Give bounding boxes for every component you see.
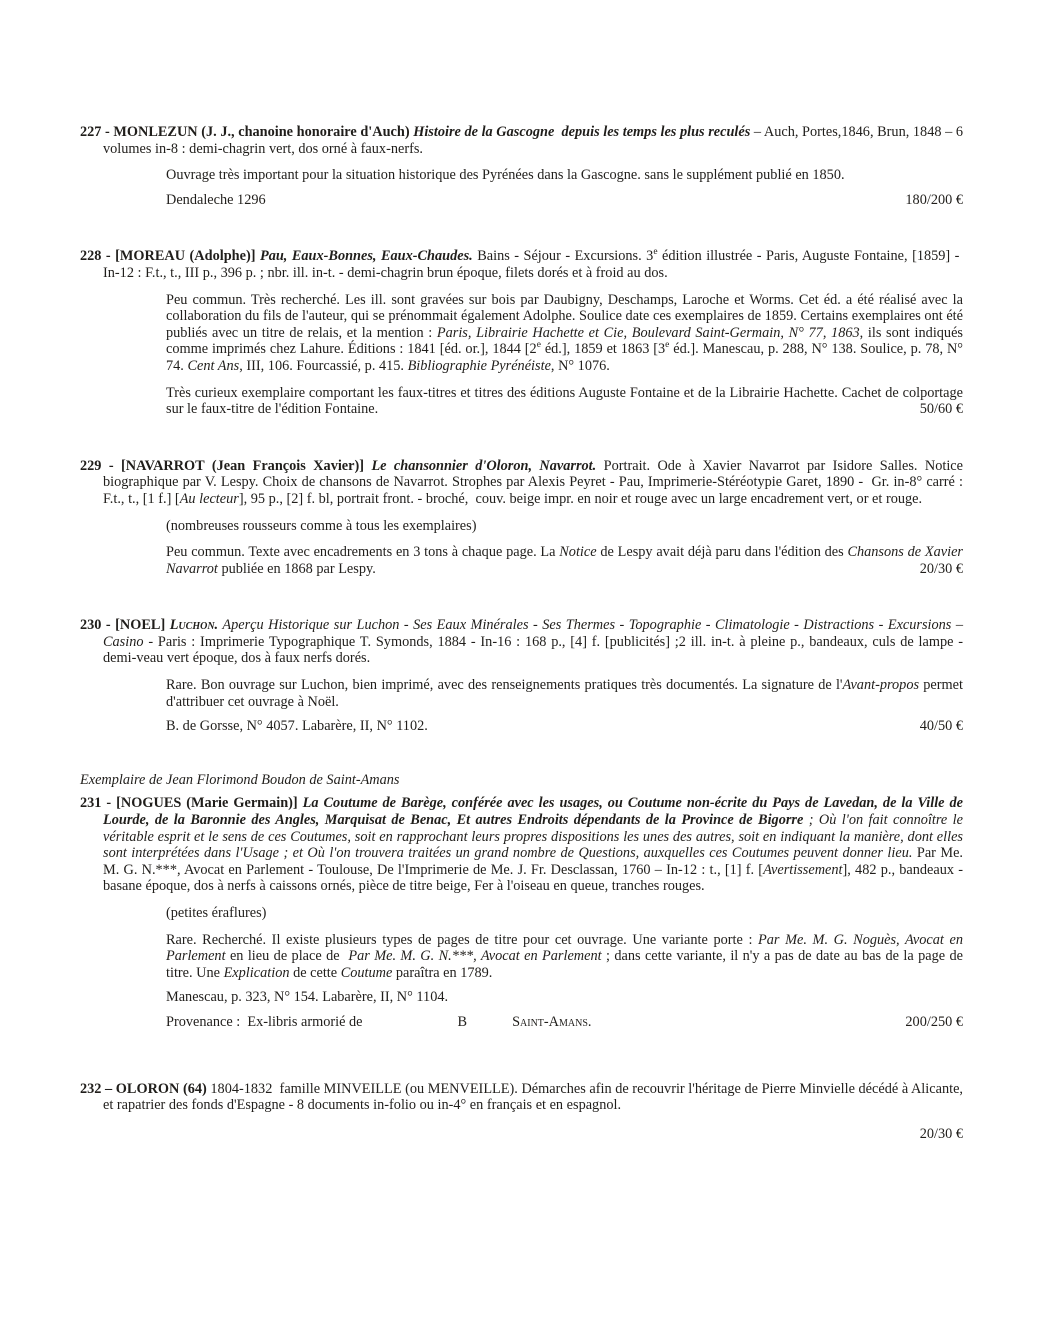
text-run: Rare. Recherché. Il existe plusieurs types de pages de titre pour cet ouvrage. Une variante porte : bbox=[166, 931, 759, 948]
text-run: Dendaleche 1296 bbox=[166, 191, 266, 208]
text-run: ], 95 p., [2] f. bl, portrait front. - broché, couv. beige impr. en noir et rouge avec un large encadrement vert, or et rouge. bbox=[238, 490, 923, 507]
price-estimate: 20/30 € bbox=[919, 1125, 963, 1142]
entry-note bbox=[166, 167, 963, 184]
entry-note bbox=[166, 544, 963, 577]
entry-note bbox=[166, 932, 963, 982]
entry-note bbox=[166, 518, 963, 535]
text-run: ; Où l'on fait connoître le véritable esprit et le sens de ces Coutumes, soit en rapprochant leurs propres dispositions les unes des autres, soit en indiquant la manière, dont elles sont interprétées dans l'Usage ; et Où l'on trouvera traitées un grand nombre de Questions, auxquelles ces Coutumes peuvent donner lieu. bbox=[103, 812, 964, 862]
text-run: ], 482 p., bandeaux - basane époque, dos à nerfs à caissons ornés, pièce de titre beige, Fer à l'oiseau en queue, tranches rouges. bbox=[103, 861, 963, 895]
section-heading: Exemplaire de Jean Florimond Boudon de Saint-Amans bbox=[80, 771, 400, 788]
text-run: Peu commun. Très recherché. Les ill. sont gravées sur bois par Daubigny, Deschamps, Laroche et Worms. Cet éd. a été réalisé avec la collaboration du fils de l'auteur, qui se prénommait également Adolphe. Soulice date ces exemplaires de 1859. Certains exemplaires ont été publiés avec un titre de relais, et la mention : bbox=[166, 291, 963, 341]
text-run: e bbox=[665, 340, 670, 351]
text-run: 229 - [NAVARROT (Jean François Xavier)] bbox=[80, 457, 372, 474]
text-run: 1804-1832 famille MINVEILLE (ou MENVEILLE). Démarches afin de recouvrir l'héritage de Pierre Minvielle décédé à Alicante, et rapatrier des fonds d'Espagne - 8 documents in-folio ou in-4° en français et en espagnol. bbox=[103, 1080, 963, 1114]
text-run: Luchon. bbox=[169, 617, 219, 634]
price-estimate: 40/50 € bbox=[919, 718, 963, 735]
entry-heading bbox=[80, 458, 963, 508]
price-estimate: 200/250 € bbox=[905, 1013, 963, 1030]
text-run: Au lecteur bbox=[179, 490, 239, 507]
text-run: Pau, Eaux-Bonnes, Eaux-Chaudes. bbox=[259, 248, 473, 265]
text-run: Bibliographie Pyrénéiste bbox=[407, 357, 551, 374]
entry-heading bbox=[80, 1081, 963, 1114]
text-run: Aperçu Historique sur Luchon - Ses Eaux Minérales - Ses Thermes - Topographie - Climatologie - Distractions - Excursions – Casino bbox=[103, 617, 963, 650]
text-run: de Lespy avait déjà paru dans l'édition des bbox=[596, 544, 848, 561]
text-run: de cette bbox=[289, 964, 341, 981]
price-estimate: 50/60 € bbox=[919, 401, 963, 418]
entry-ref bbox=[166, 192, 963, 209]
text-run: édition illustrée - Paris, Auguste Fontaine, [1859] - In-12 : F.t., t., III p., 396 p. ; nbr. ill. in-t. - demi-chagrin brun époque, filets dorés et à froid au dos. bbox=[103, 248, 964, 281]
catalog-entry bbox=[80, 617, 963, 735]
text-run: B bbox=[457, 1013, 468, 1030]
entry-paragraphs bbox=[80, 292, 963, 418]
text-run: Par Me. M. G. N.***, Avocat en Parlement - Toulouse, De l'Imprimerie de Me. J. Fr. Desclassan, 1760 – In-12 : t., [1] f. [ bbox=[103, 845, 963, 878]
entry-ref bbox=[166, 1014, 963, 1031]
text-run: Saint-Amans. bbox=[512, 1013, 592, 1030]
entry-note bbox=[166, 677, 963, 710]
text-run: 228 - [MOREAU (Adolphe)] bbox=[80, 248, 260, 265]
text-run: 230 - [NOEL] bbox=[80, 617, 170, 634]
catalog-entry bbox=[80, 1081, 963, 1143]
text-run: – Auch, Portes,1846, Brun, 1848 – 6 volumes in-8 : demi-chagrin vert, dos orné à faux-nerfs. bbox=[103, 124, 964, 157]
price-estimate: 20/30 € bbox=[919, 560, 963, 577]
text-run: Le chansonnier d'Oloron, Navarrot. bbox=[371, 457, 597, 474]
text-run: Bains - Séjour - Excursions. 3 bbox=[472, 248, 654, 265]
catalog-entry bbox=[80, 124, 963, 208]
text-run: Cent Ans bbox=[187, 357, 240, 374]
text-run: éd.], 1859 et 1863 [3 bbox=[540, 341, 666, 358]
catalog-content bbox=[80, 124, 963, 1142]
text-run: ; dans cette variante, il n'y a pas de date au bas de la page de titre. Une bbox=[166, 948, 963, 981]
entry-heading bbox=[80, 124, 963, 157]
text-run: , N° 1076. bbox=[550, 357, 610, 374]
entry-paragraphs bbox=[80, 905, 963, 1031]
text-run: Par Me. M. G. N.***, Avocat en Parlement bbox=[348, 948, 602, 965]
text-run: Ouvrage très important pour la situation historique des Pyrénées dans la Gascogne. sans le supplément publié en 1850. bbox=[166, 167, 845, 184]
entry-heading bbox=[80, 617, 963, 667]
entry-heading bbox=[80, 248, 963, 281]
entry-note bbox=[166, 292, 963, 375]
text-run: Explication bbox=[223, 964, 290, 981]
entry-heading bbox=[80, 795, 963, 895]
text-run: 227 - MONLEZUN (J. J., chanoine honoraire d'Auch) bbox=[80, 124, 414, 140]
text-run: - Paris : Imprimerie Typographique T. Symonds, 1884 - In-16 : 168 p., [4] f. [publicités] ;2 ill. in-t. à pleine p., bandeaux, culs de lampe - demi-veau vert époque, dos à faux nerfs dorés. bbox=[103, 633, 963, 667]
text-run: permet d'attribuer cet ouvrage à Noël. bbox=[166, 677, 963, 710]
entry-paragraphs bbox=[80, 518, 963, 578]
text-run: Avertissement bbox=[763, 861, 843, 878]
text-run: Notice bbox=[559, 544, 597, 561]
entry-note bbox=[166, 905, 963, 922]
catalog-entry bbox=[80, 248, 963, 417]
text-run: 231 - [NOGUES (Marie Germain)] bbox=[80, 795, 303, 812]
entry-ref bbox=[166, 718, 963, 735]
entry-paragraphs bbox=[80, 1126, 963, 1143]
entry-paragraphs bbox=[80, 677, 963, 735]
text-run: en lieu de place de bbox=[225, 948, 349, 965]
text-run: publiée en 1868 par Lespy. bbox=[217, 560, 376, 577]
text-run: 232 – OLORON (64) bbox=[80, 1080, 211, 1097]
entry-ref bbox=[166, 989, 963, 1006]
catalog-entry bbox=[80, 458, 963, 578]
text-run: , III, 106. Fourcassié, p. 415. bbox=[239, 357, 408, 374]
text-run: Avant-propos bbox=[842, 677, 920, 694]
text-run: Histoire de la Gascogne depuis les temps les plus reculés bbox=[413, 124, 751, 140]
price-estimate: 180/200 € bbox=[905, 191, 963, 208]
entry-note bbox=[166, 385, 963, 418]
entry-paragraphs bbox=[80, 167, 963, 208]
text-run: B. de Gorsse, N° 4057. Labarère, II, N° 1102. bbox=[166, 718, 428, 735]
text-run: paraîtra en 1789. bbox=[392, 964, 493, 981]
catalog-entry bbox=[80, 795, 963, 1030]
text-run: Très curieux exemplaire comportant les faux-titres et titres des éditions Auguste Fontaine et de la Librairie Hachette. Cachet de colportage sur le faux-titre de l'édition Fontaine. bbox=[166, 384, 963, 418]
text-run: (petites éraflures) bbox=[166, 905, 267, 921]
text-run: Peu commun. Texte avec encadrements en 3 tons à chaque page. La bbox=[166, 544, 560, 561]
text-run: , ils sont indiqués comme imprimés chez Lahure. Éditions : 1841 [éd. or.], 1844 [2 bbox=[166, 324, 963, 358]
entry-price-line bbox=[80, 1126, 963, 1143]
text-run: Paris, Librairie Hachette et Cie, Boulevard Saint-Germain, N° 77, 1863 bbox=[436, 324, 860, 341]
text-run: La Coutume de Barège, conférée avec les usages, ou Coutume non-écrite du Pays de Lavedan, de la Ville de Lourde, de la Baronnie des Angles, Marquisat de Benac, Et autres Endroits dépendants de la Province de Bigorre bbox=[103, 795, 963, 829]
text-run: Coutume bbox=[340, 964, 393, 981]
text-run: Portrait. Ode à Xavier Navarrot par Isidore Salles. Notice biographique par V. Lespy. Choix de chansons de Navarrot. Strophes par Alexis Peyret - Pau, Imprimerie-Stéréotypie Garet, 1890 - Gr. in-8° carré : F.t., t., [1 f.] [ bbox=[103, 457, 963, 507]
text-run: (nombreuses rousseurs comme à tous les exemplaires) bbox=[166, 517, 477, 534]
text-run: e bbox=[653, 247, 658, 258]
text-run: e bbox=[536, 340, 541, 351]
text-run: Manescau, p. 323, N° 154. Labarère, II, N° 1104. bbox=[166, 989, 449, 1006]
text-run: Provenance : Ex-libris armorié de bbox=[166, 1013, 363, 1030]
text-run: Rare. Bon ouvrage sur Luchon, bien imprimé, avec des renseignements pratiques très documentés. La signature de l' bbox=[166, 677, 843, 694]
text-run: Chansons de Xavier Navarrot bbox=[166, 544, 963, 577]
text-run: Par Me. M. G. Noguès, Avocat en Parlement bbox=[166, 931, 963, 965]
text-run: éd.]. Manescau, p. 288, N° 138. Soulice, p. 78, N° 74. bbox=[166, 341, 963, 374]
